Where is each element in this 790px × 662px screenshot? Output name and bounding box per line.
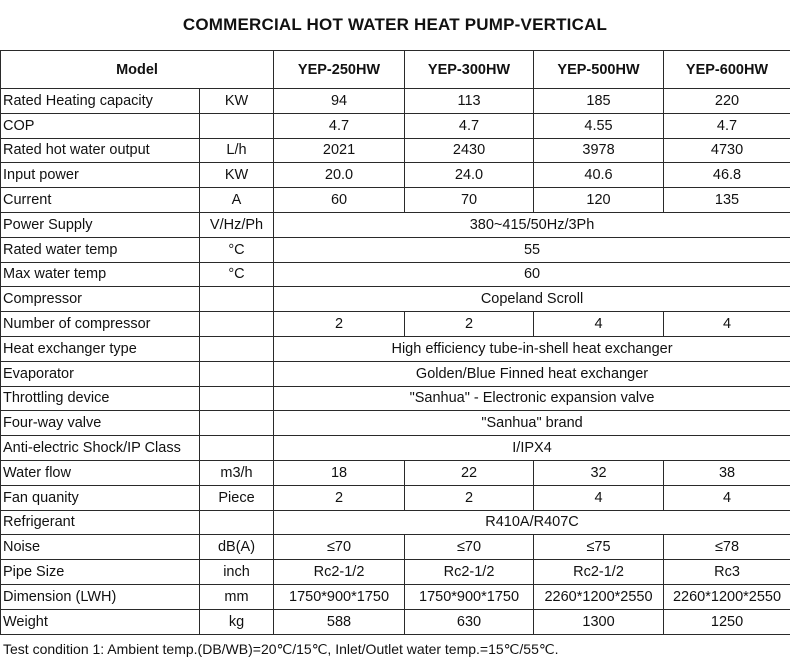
parameter-unit: m3/h: [200, 460, 274, 485]
model-value: Rc2-1/2: [274, 560, 405, 585]
model-name: YEP-500HW: [534, 51, 664, 89]
table-row: [1, 560, 790, 585]
parameter-name: Current: [1, 188, 200, 213]
model-value: 2430: [405, 138, 534, 163]
model-value: 46.8: [664, 163, 790, 188]
table-row: [1, 163, 790, 188]
shared-value: I/IPX4: [274, 436, 790, 461]
table-row: [1, 113, 790, 138]
parameter-unit: [200, 361, 274, 386]
model-value: 4.7: [405, 113, 534, 138]
parameter-name: Evaporator: [1, 361, 200, 386]
table-row: [1, 411, 790, 436]
parameter-unit: [200, 336, 274, 361]
model-value: 4.55: [534, 113, 664, 138]
model-value: 1750*900*1750: [405, 584, 534, 609]
model-value: 2021: [274, 138, 405, 163]
spec-table: [0, 50, 790, 635]
model-value: 4730: [664, 138, 790, 163]
table-row: [1, 262, 790, 287]
table-row: [1, 287, 790, 312]
shared-value: R410A/R407C: [274, 510, 790, 535]
model-value: ≤70: [405, 535, 534, 560]
model-value: 2: [274, 485, 405, 510]
model-name: YEP-600HW: [664, 51, 790, 89]
table-row: [1, 510, 790, 535]
table-row: [1, 460, 790, 485]
model-value: 4: [534, 485, 664, 510]
parameter-unit: KW: [200, 163, 274, 188]
parameter-name: Anti-electric Shock/IP Class: [1, 436, 200, 461]
model-value: 70: [405, 188, 534, 213]
model-value: 2260*1200*2550: [664, 584, 790, 609]
shared-value: 60: [274, 262, 790, 287]
header-row: [1, 51, 790, 89]
shared-value: High efficiency tube-in-shell heat exchanger: [274, 336, 790, 361]
model-value: 3978: [534, 138, 664, 163]
model-name: YEP-250HW: [274, 51, 405, 89]
model-value: 1300: [534, 609, 664, 634]
parameter-unit: V/Hz/Ph: [200, 212, 274, 237]
table-row: [1, 386, 790, 411]
parameter-name: Noise: [1, 535, 200, 560]
model-value: 4.7: [274, 113, 405, 138]
model-value: Rc2-1/2: [534, 560, 664, 585]
parameter-name: Rated hot water output: [1, 138, 200, 163]
shared-value: "Sanhua" brand: [274, 411, 790, 436]
model-value: ≤75: [534, 535, 664, 560]
test-condition-note: Test condition 1: Ambient temp.(DB/WB)=20℃/15℃, Inlet/Outlet water temp.=15℃/55℃.: [3, 641, 559, 657]
table-row: [1, 212, 790, 237]
model-value: 113: [405, 89, 534, 114]
parameter-name: COP: [1, 113, 200, 138]
table-row: [1, 485, 790, 510]
model-name: YEP-300HW: [405, 51, 534, 89]
parameter-unit: [200, 436, 274, 461]
parameter-unit: Piece: [200, 485, 274, 510]
model-value: ≤78: [664, 535, 790, 560]
parameter-name: Four-way valve: [1, 411, 200, 436]
parameter-unit: [200, 386, 274, 411]
table-row: [1, 609, 790, 634]
model-value: 2: [274, 312, 405, 337]
parameter-unit: L/h: [200, 138, 274, 163]
shared-value: Golden/Blue Finned heat exchanger: [274, 361, 790, 386]
model-value: Rc2-1/2: [405, 560, 534, 585]
model-value: 1250: [664, 609, 790, 634]
model-value: 32: [534, 460, 664, 485]
parameter-unit: mm: [200, 584, 274, 609]
parameter-name: Input power: [1, 163, 200, 188]
model-value: 588: [274, 609, 405, 634]
table-row: [1, 89, 790, 114]
model-value: 4: [664, 485, 790, 510]
parameter-name: Power Supply: [1, 212, 200, 237]
model-value: 2: [405, 485, 534, 510]
parameter-name: Rated Heating capacity: [1, 89, 200, 114]
parameter-unit: inch: [200, 560, 274, 585]
table-row: [1, 336, 790, 361]
parameter-unit: kg: [200, 609, 274, 634]
parameter-name: Compressor: [1, 287, 200, 312]
parameter-unit: KW: [200, 89, 274, 114]
parameter-name: Fan quanity: [1, 485, 200, 510]
parameter-name: Weight: [1, 609, 200, 634]
table-row: [1, 436, 790, 461]
model-value: 94: [274, 89, 405, 114]
table-row: [1, 535, 790, 560]
parameter-unit: °C: [200, 262, 274, 287]
shared-value: 55: [274, 237, 790, 262]
model-value: 20.0: [274, 163, 405, 188]
parameter-name: Rated water temp: [1, 237, 200, 262]
parameter-name: Water flow: [1, 460, 200, 485]
model-value: 630: [405, 609, 534, 634]
model-value: 24.0: [405, 163, 534, 188]
table-row: [1, 361, 790, 386]
model-value: ≤70: [274, 535, 405, 560]
model-value: 38: [664, 460, 790, 485]
model-value: 4: [664, 312, 790, 337]
model-header: Model: [1, 51, 274, 89]
parameter-unit: A: [200, 188, 274, 213]
model-value: 22: [405, 460, 534, 485]
model-value: 4.7: [664, 113, 790, 138]
table-row: [1, 237, 790, 262]
model-value: 18: [274, 460, 405, 485]
parameter-unit: [200, 510, 274, 535]
document-title: COMMERCIAL HOT WATER HEAT PUMP-VERTICAL: [182, 15, 608, 34]
parameter-name: Throttling device: [1, 386, 200, 411]
model-value: 135: [664, 188, 790, 213]
shared-value: 380~415/50Hz/3Ph: [274, 212, 790, 237]
shared-value: Copeland Scroll: [274, 287, 790, 312]
parameter-unit: [200, 113, 274, 138]
spec-table-body: [1, 89, 790, 635]
table-row: [1, 584, 790, 609]
model-value: 120: [534, 188, 664, 213]
parameter-unit: [200, 312, 274, 337]
parameter-unit: °C: [200, 237, 274, 262]
model-value: 220: [664, 89, 790, 114]
model-value: 2: [405, 312, 534, 337]
parameter-name: Refrigerant: [1, 510, 200, 535]
model-value: 60: [274, 188, 405, 213]
parameter-name: Pipe Size: [1, 560, 200, 585]
model-value: Rc3: [664, 560, 790, 585]
model-value: 4: [534, 312, 664, 337]
table-row: [1, 188, 790, 213]
model-value: 2260*1200*2550: [534, 584, 664, 609]
table-row: [1, 312, 790, 337]
parameter-unit: dB(A): [200, 535, 274, 560]
parameter-name: Dimension (LWH): [1, 584, 200, 609]
model-value: 40.6: [534, 163, 664, 188]
parameter-unit: [200, 411, 274, 436]
parameter-name: Max water temp: [1, 262, 200, 287]
table-row: [1, 138, 790, 163]
model-value: 1750*900*1750: [274, 584, 405, 609]
parameter-name: Heat exchanger type: [1, 336, 200, 361]
model-value: 185: [534, 89, 664, 114]
shared-value: "Sanhua" - Electronic expansion valve: [274, 386, 790, 411]
parameter-unit: [200, 287, 274, 312]
parameter-name: Number of compressor: [1, 312, 200, 337]
